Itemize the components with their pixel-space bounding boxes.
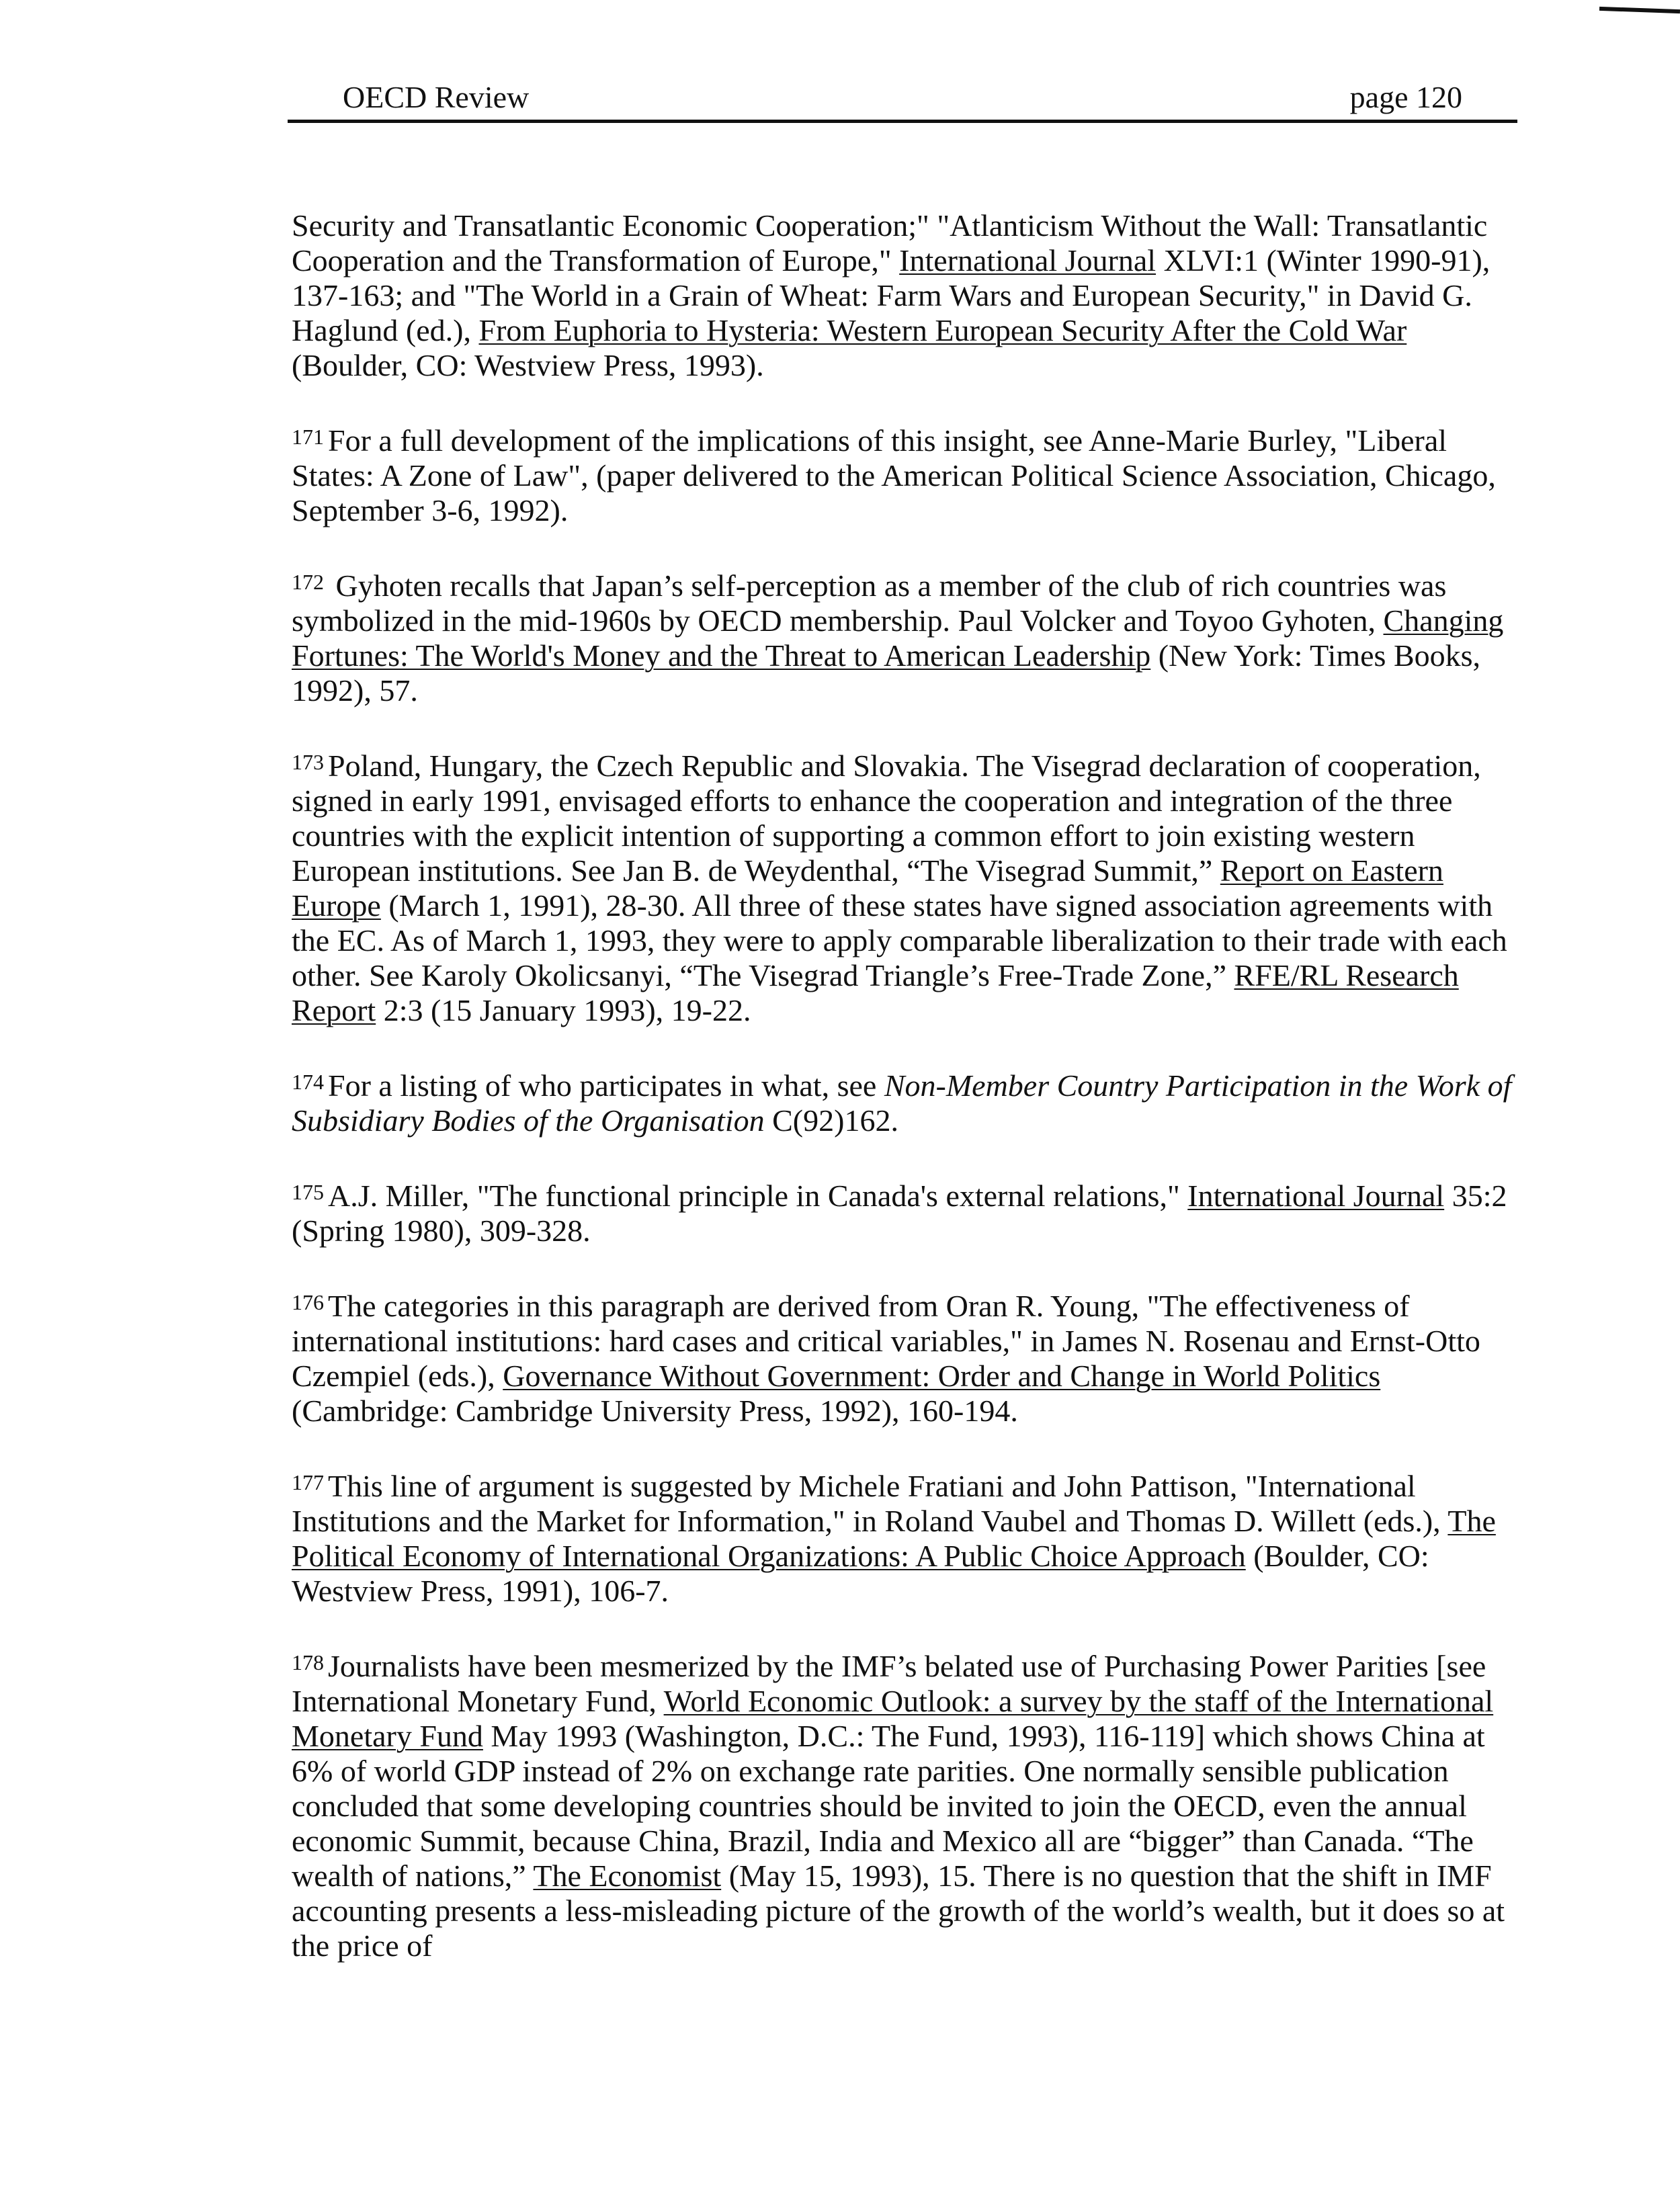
footnote-number: 177 [292, 1470, 324, 1494]
footnote-text: Security and Transatlantic Economic Cooperation;" "Atlanticism Without the Wall: Transatlantic Cooperation and the Transformation of Europe," [292, 208, 1488, 278]
underlined-title: World Economic Outlook: a survey by the staff of the International Monetary Fund [292, 1684, 1494, 1753]
footnote-text: (Boulder, CO: Westview Press, 1993). [292, 348, 764, 382]
footnote-text: 35:2 (Spring 1980), 309-328. [292, 1179, 1507, 1248]
footnote-text: This line of argument is suggested by Michele Fratiani and John Pattison, "International Institutions and the Market for Information," in Roland Vaubel and Thomas D. Willett (eds.), [292, 1469, 1448, 1538]
footnotes-body [292, 208, 1521, 2004]
underlined-title: The Political Economy of International Organizations: A Public Choice Approach [292, 1504, 1496, 1573]
footnote-text: For a full development of the implications of this insight, see Anne-Marie Burley, "Liberal States: A Zone of Law", (paper delivered to the American Political Science Association, Chicago, September 3-6, 1992). [292, 423, 1496, 527]
footnote-text: Gyhoten recalls that Japan’s self-perception as a member of the club of rich countries was symbolized in the mid-1960s by OECD membership. Paul Volcker and Toyoo Gyhoten, [292, 568, 1447, 638]
footnote-number: 174 [292, 1070, 324, 1094]
footnote-text: Journalists have been mesmerized by the IMF’s belated use of Purchasing Power Parities [see International Monetary Fund, [292, 1649, 1486, 1718]
footnote [292, 1289, 1521, 1429]
underlined-title: The Economist [533, 1859, 722, 1893]
header-title: OECD Review [343, 80, 530, 114]
footnote [292, 1469, 1521, 1609]
footnote-number: 178 [292, 1650, 324, 1674]
underlined-title: From Euphoria to Hysteria: Western European Security After the Cold War [478, 313, 1407, 347]
underlined-title: Changing Fortunes: The World's Money and the Threat to American Leadership [292, 603, 1504, 673]
footnote-text: May 1993 (Washington, D.C.: The Fund, 1993), 116-119] which shows China at 6% of world GDP instead of 2% on exchange rate parities. One normally sensible publication concluded that some developing countries should be invited to join the OECD, even the annual economic Summit, because China, Brazil, India and Mexico all are “bigger” than Canada. “The wealth of nations,” [292, 1719, 1485, 1893]
footnote-text: (March 1, 1991), 28-30. All three of these states have signed association agreements with the EC. As of March 1, 1993, they were to apply comparable liberalization to their trade with each other. See Karoly Okolicsanyi, “The Visegrad Triangle’s Free-Trade Zone,” [292, 888, 1507, 992]
underlined-title: International Journal [899, 243, 1157, 278]
footnote-text: C(92)162. [764, 1103, 898, 1138]
footnote-number: 173 [292, 750, 324, 774]
footnote-text: XLVI:1 (Winter 1990-91), 137-163; and "The World in a Grain of Wheat: Farm Wars and European Security," in David G. Haglund (ed.), [292, 243, 1490, 347]
footnote [292, 1649, 1521, 1963]
underlined-title: RFE/RL Research Report [292, 958, 1459, 1027]
page-edge-mark [1599, 7, 1680, 13]
footnote-text: For a listing of who participates in what, see [328, 1068, 884, 1103]
footnote [292, 568, 1521, 708]
footnote-text: 2:3 (15 January 1993), 19-22. [376, 993, 751, 1027]
footnote [292, 423, 1521, 528]
italic-title: Non-Member Country Participation in the Work of Subsidiary Bodies of the Organisation [292, 1068, 1512, 1138]
running-header [288, 73, 1517, 123]
footnote-text: A.J. Miller, "The functional principle in Canada's external relations," [328, 1179, 1188, 1213]
footnote [292, 1068, 1521, 1138]
footnote-text: The categories in this paragraph are derived from Oran R. Young, "The effectiveness of international institutions: hard cases and critical variables," in James N. Rosenau and Ernst-Otto Czempiel (eds.), [292, 1289, 1480, 1393]
footnote-number: 172 [292, 570, 324, 594]
footnote-number: 175 [292, 1180, 324, 1204]
underlined-title: Report on Eastern Europe [292, 853, 1443, 923]
footnote-text: (Boulder, CO: Westview Press, 1991), 106-7. [292, 1539, 1429, 1608]
footnote [292, 749, 1521, 1028]
footnote-number: 176 [292, 1290, 324, 1314]
footnote-text: Poland, Hungary, the Czech Republic and Slovakia. The Visegrad declaration of cooperation, signed in early 1991, envisaged efforts to enhance the cooperation and integration of the three countries with the explicit intention of supporting a common effort to join existing western European institutions. See Jan B. de Weydenthal, “The Visegrad Summit,” [292, 749, 1481, 888]
footnote [292, 1179, 1521, 1248]
footnote-number: 171 [292, 425, 324, 449]
footnote-text: (New York: Times Books, 1992), 57. [292, 638, 1481, 708]
footnote [292, 208, 1521, 383]
underlined-title: International Journal [1187, 1179, 1445, 1213]
footnote-text: (May 15, 1993), 15. There is no question that the shift in IMF accounting presents a less-misleading picture of the growth of the world’s wealth, but it does so at the price of [292, 1859, 1505, 1963]
underlined-title: Governance Without Government: Order and Change in World Politics [503, 1359, 1381, 1393]
page-number: page 120 [1349, 80, 1462, 114]
footnote-text: (Cambridge: Cambridge University Press, 1992), 160-194. [292, 1394, 1018, 1428]
